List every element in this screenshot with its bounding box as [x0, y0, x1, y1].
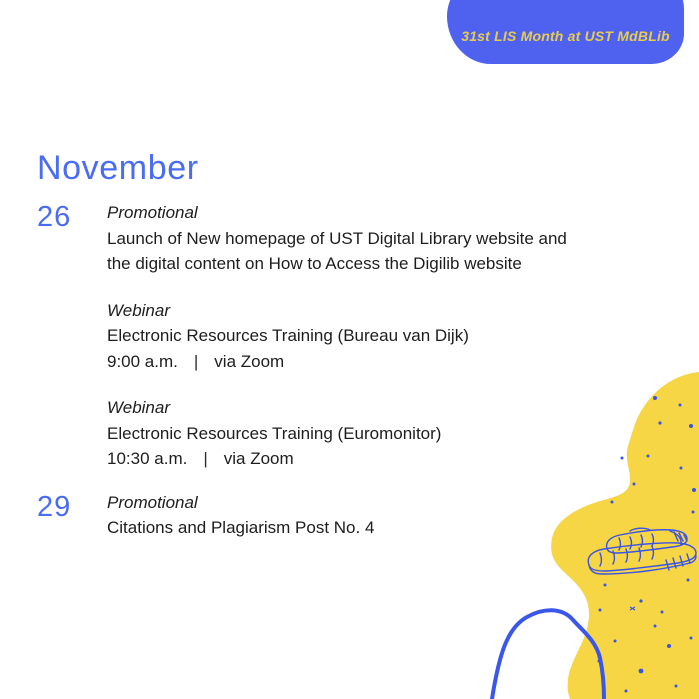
event-time-line: [107, 446, 622, 472]
event-badge: [447, 0, 684, 64]
event-category: Webinar: [107, 398, 170, 417]
event-category: Webinar: [107, 300, 170, 320]
time-separator: |: [193, 351, 199, 371]
schedule-list: [37, 200, 622, 559]
event-time: 10:30 a.m.: [107, 449, 188, 468]
event-entry: [107, 490, 622, 541]
event-venue: via Zoom: [214, 351, 285, 371]
time-separator: |: [203, 449, 208, 468]
date-row: [37, 200, 622, 472]
date-row: [37, 490, 622, 541]
event-time: 9:00 a.m.: [107, 351, 178, 371]
thread-line: [492, 610, 604, 699]
event-time-line: [107, 349, 622, 375]
entries: [107, 200, 622, 472]
event-line: Launch of New homepage of UST Digital Library website and: [107, 228, 567, 248]
date-label: 26: [37, 201, 72, 233]
event-line: Electronic Resources Training (Bureau van Dijk): [107, 326, 469, 345]
event-entry: [107, 395, 622, 472]
entries: [107, 490, 622, 541]
event-category: Promotional: [107, 203, 198, 222]
date-label: 29: [37, 490, 72, 523]
event-line: Electronic Resources Training (Euromonitor): [107, 423, 442, 443]
event-entry: [107, 200, 622, 277]
event-venue: via Zoom: [223, 449, 294, 468]
event-line: the digital content on How to Access the Digilib website: [107, 254, 522, 273]
event-line: Citations and Plagiarism Post No. 4: [107, 518, 375, 537]
event-category: Promotional: [107, 492, 198, 512]
event-entry: [107, 298, 622, 375]
month-title: November: [37, 149, 199, 187]
badge-label: 31st LIS Month at UST MdBLib: [461, 28, 670, 44]
